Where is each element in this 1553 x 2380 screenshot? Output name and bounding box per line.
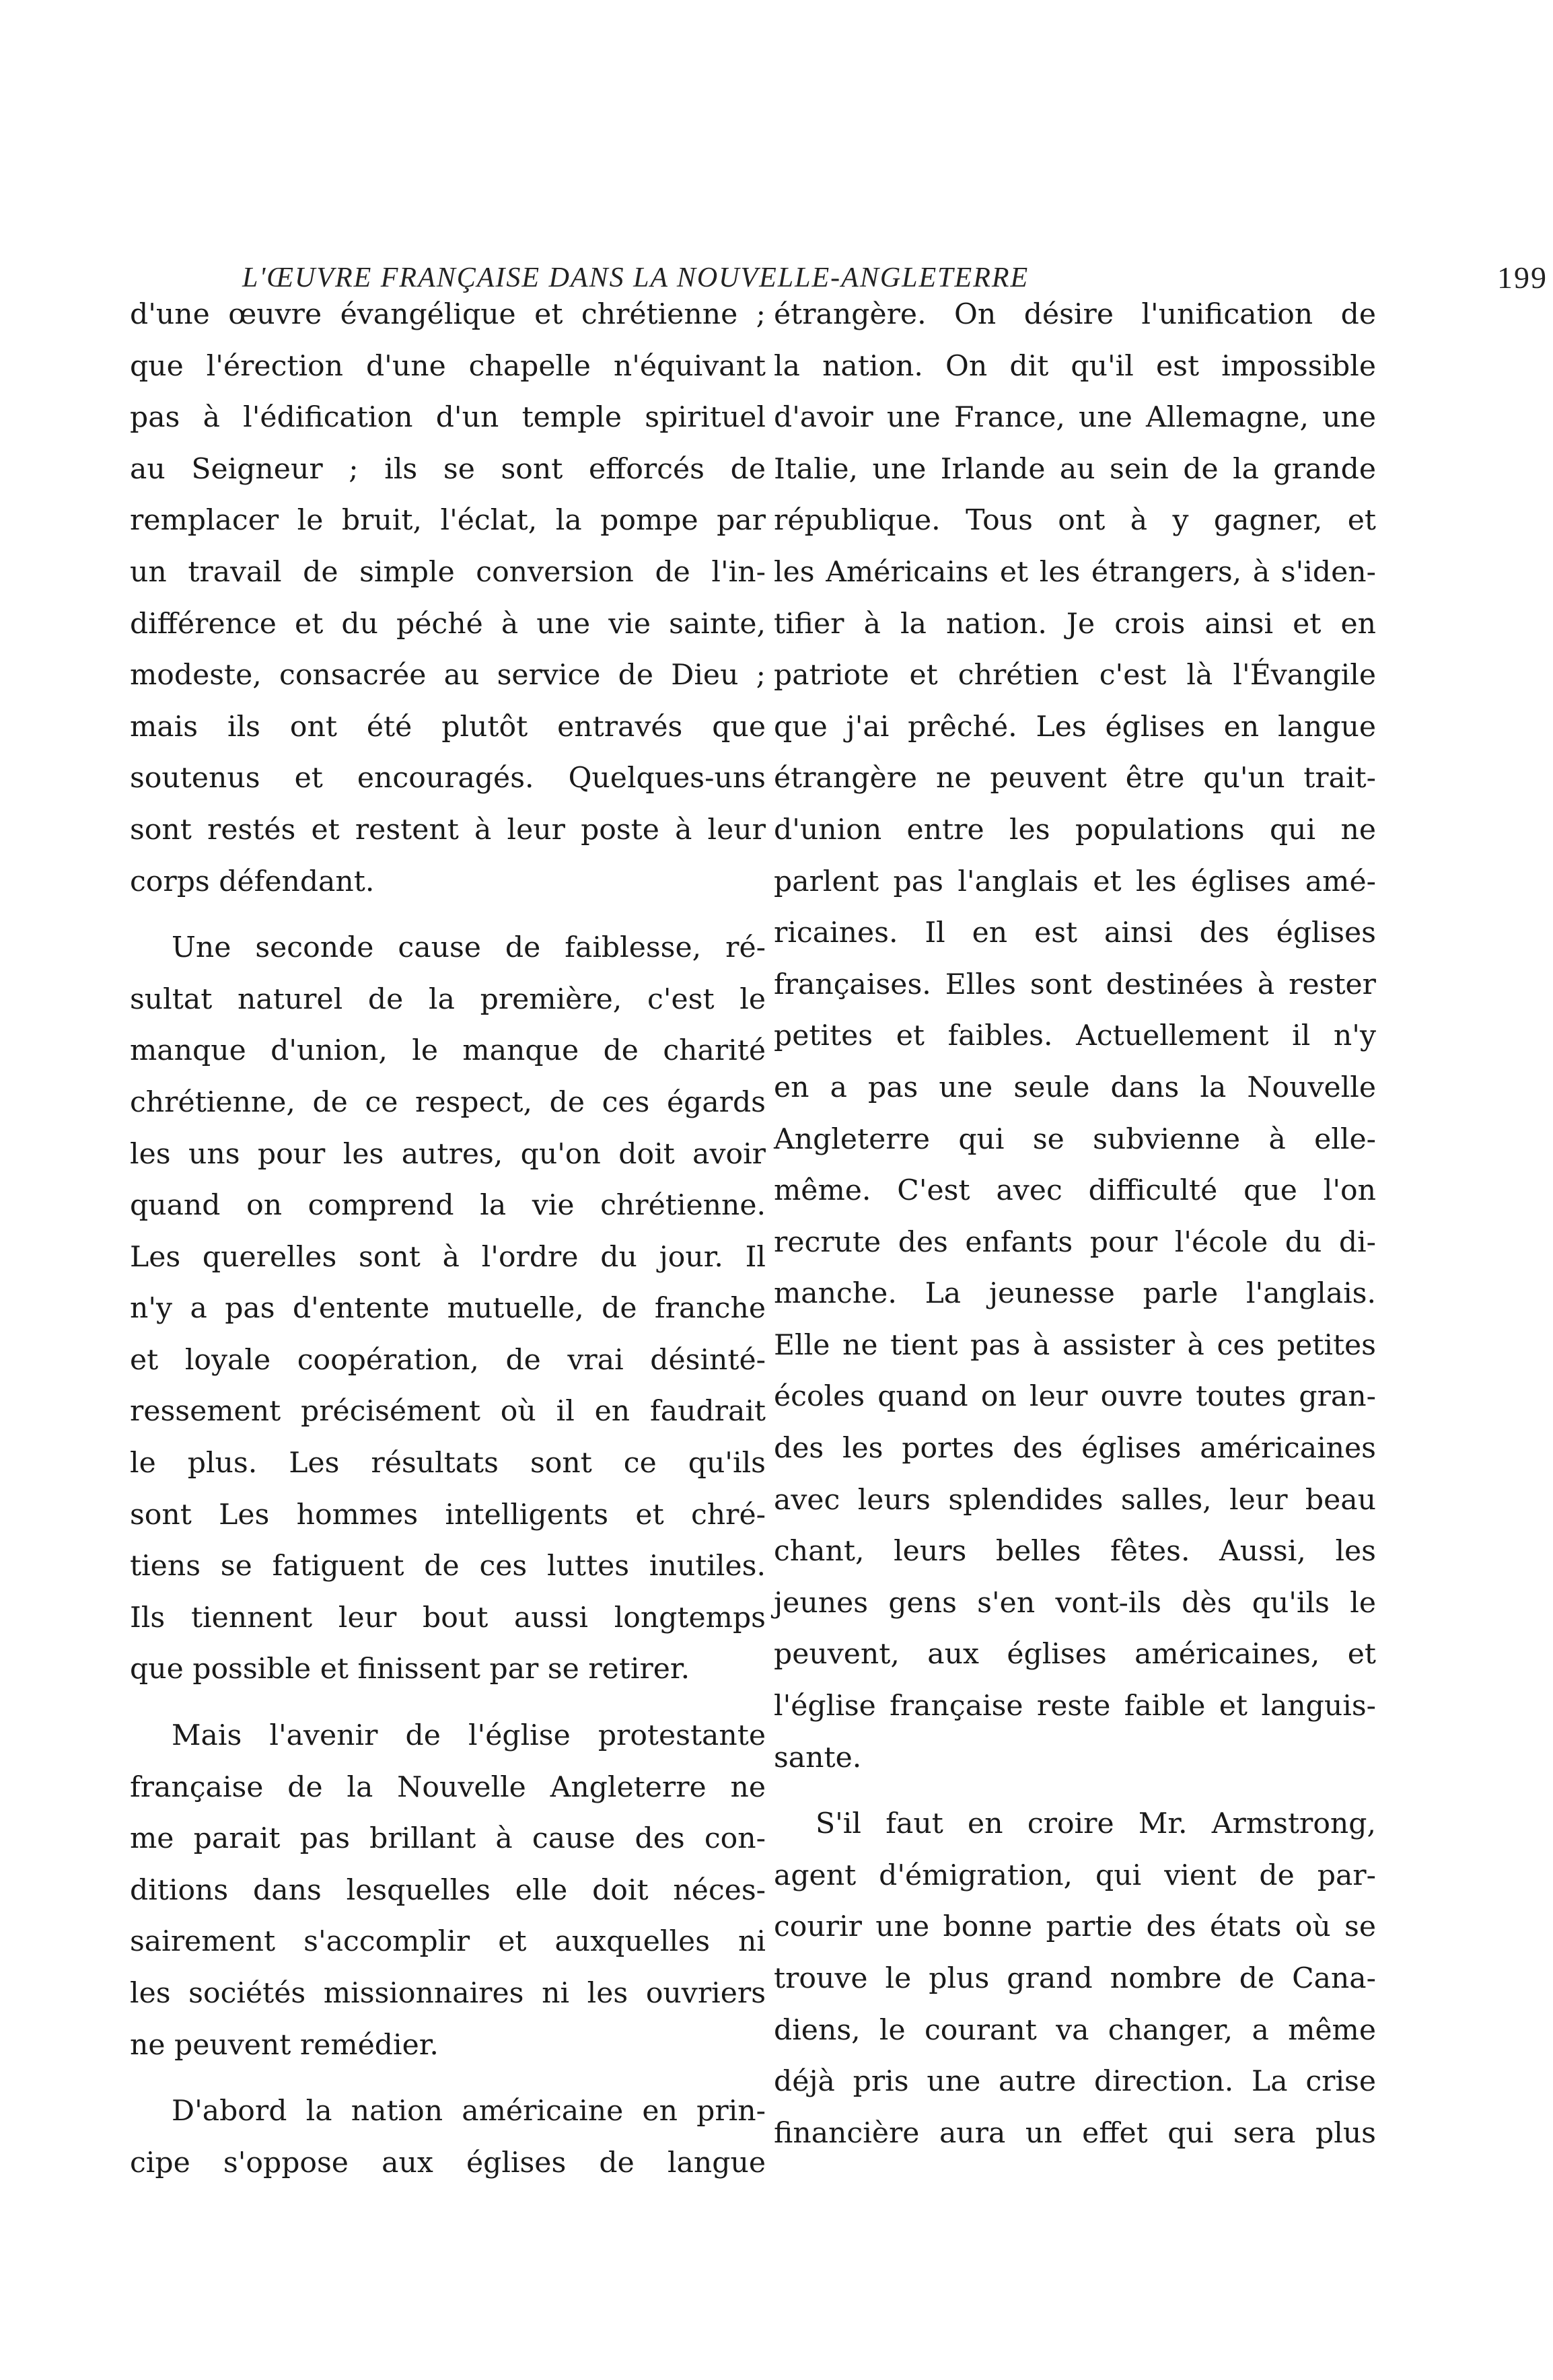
text-line: chant, leurs belles fêtes. Aussi, les: [774, 1535, 1376, 1568]
text-line: manque d'union, le manque de charité: [130, 1034, 766, 1068]
text-line: mais ils ont été plutôt entravés que: [130, 710, 766, 744]
text-line: que possible et finissent par se retirer.: [130, 1653, 690, 1686]
text-line: trouve le plus grand nombre de Cana-: [774, 1962, 1376, 1995]
text-line: modeste, consacrée au service de Dieu ;: [130, 659, 766, 692]
text-line: recrute des enfants pour l'école du di-: [774, 1225, 1376, 1259]
text-line: sont restés et restent à leur poste à leur: [130, 813, 766, 846]
text-line: remplacer le bruit, l'éclat, la pompe par: [130, 504, 766, 538]
text-line: tiens se fatiguent de ces luttes inutiles.: [130, 1550, 766, 1583]
text-line: cipe s'oppose aux églises de langue: [130, 2146, 766, 2179]
text-line: d'union entre les populations qui ne: [774, 813, 1376, 846]
text-line: me parait pas brillant à cause des con-: [130, 1822, 766, 1856]
text-line: en a pas une seule dans la Nouvelle: [774, 1071, 1376, 1104]
text-line: Une seconde cause de faiblesse, ré-: [172, 931, 766, 965]
text-line: déjà pris une autre direction. La crise: [774, 2065, 1376, 2099]
text-line: Elle ne tient pas à assister à ces petites: [774, 1328, 1376, 1362]
text-line: un travail de simple conversion de l'in-: [130, 555, 766, 589]
text-line: que j'ai prêché. Les églises en langue: [774, 710, 1376, 744]
text-line: courir une bonne partie des états où se: [774, 1910, 1376, 1944]
text-line: d'avoir une France, une Allemagne, une: [774, 401, 1376, 435]
text-line: des les portes des églises américaines: [774, 1432, 1376, 1466]
text-line: les sociétés missionnaires ni les ouvriers: [130, 1977, 766, 2010]
running-title: L'ŒUVRE FRANÇAISE DANS LA NOUVELLE-ANGLETERRE: [242, 262, 1030, 293]
text-line: Les querelles sont à l'ordre du jour. Il: [130, 1240, 766, 1274]
text-line: françaises. Elles sont destinées à rester: [774, 968, 1376, 1001]
text-line: patriote et chrétien c'est là l'Évangile: [774, 659, 1376, 692]
text-line: d'une œuvre évangélique et chrétienne ;: [130, 298, 766, 331]
right-text-column: [774, 289, 1376, 2159]
text-line: étrangère ne peuvent être qu'un trait-: [774, 762, 1376, 795]
text-line: parlent pas l'anglais et les églises amé-: [774, 865, 1376, 898]
text-line: diens, le courant va changer, a même: [774, 2013, 1376, 2047]
text-line: Mais l'avenir de l'église protestante: [172, 1719, 766, 1753]
text-line: ricaines. Il en est ainsi des églises: [774, 916, 1376, 950]
text-line: tifier à la nation. Je crois ainsi et en: [774, 607, 1376, 641]
text-line: française de la Nouvelle Angleterre ne: [130, 1770, 766, 1804]
text-line: agent d'émigration, qui vient de par-: [774, 1859, 1376, 1892]
left-text-column: [130, 289, 766, 2189]
text-line: sairement s'accomplir et auxquelles ni: [130, 1925, 766, 1959]
text-line: différence et du péché à une vie sainte,: [130, 607, 766, 641]
paragraph-gap: [130, 908, 766, 923]
text-line: écoles quand on leur ouvre toutes gran-: [774, 1380, 1376, 1414]
text-line: soutenus et encouragés. Quelques-uns: [130, 762, 766, 795]
text-line: ressement précisément où il en faudrait: [130, 1395, 766, 1429]
text-line: n'y a pas d'entente mutuelle, de franche: [130, 1292, 766, 1326]
text-line: financière aura un effet qui sera plus: [774, 2116, 1376, 2150]
text-line: sont Les hommes intelligents et chré-: [130, 1498, 766, 1531]
text-line: D'abord la nation américaine en prin-: [172, 2095, 766, 2128]
text-line: république. Tous ont à y gagner, et: [774, 504, 1376, 538]
text-line: étrangère. On désire l'unification de: [774, 298, 1376, 331]
text-line: S'il faut en croire Mr. Armstrong,: [816, 1807, 1376, 1841]
text-line: chrétienne, de ce respect, de ces égards: [130, 1085, 766, 1119]
text-line: ne peuvent remédier.: [130, 2028, 439, 2062]
text-line: au Seigneur ; ils se sont efforcés de: [130, 452, 766, 486]
text-line: sante.: [774, 1741, 862, 1774]
text-line: jeunes gens s'en vont-ils dès qu'ils le: [774, 1586, 1376, 1620]
text-line: avec leurs splendides salles, leur beau: [774, 1483, 1376, 1517]
text-line: Angleterre qui se subvienne à elle-: [774, 1122, 1376, 1156]
text-line: petites et faibles. Actuellement il n'y: [774, 1019, 1376, 1053]
text-line: même. C'est avec difficulté que l'on: [774, 1174, 1376, 1208]
text-line: ditions dans lesquelles elle doit néces-: [130, 1873, 766, 1907]
paragraph-gap: [130, 1696, 766, 1710]
page-number: 199: [1497, 260, 1548, 295]
text-line: les Américains et les étrangers, à s'iden-: [774, 555, 1376, 589]
text-line: la nation. On dit qu'il est impossible: [774, 349, 1376, 383]
text-line: les uns pour les autres, qu'on doit avoir: [130, 1137, 766, 1171]
text-line: pas à l'édification d'un temple spirituel: [130, 401, 766, 435]
text-line: le plus. Les résultats sont ce qu'ils: [130, 1447, 766, 1480]
paragraph-gap: [130, 2071, 766, 2086]
text-line: et loyale coopération, de vrai désinté-: [130, 1343, 766, 1377]
paragraph-gap: [774, 1784, 1376, 1799]
text-line: Ils tiennent leur bout aussi longtemps: [130, 1601, 766, 1634]
text-line: peuvent, aux églises américaines, et: [774, 1638, 1376, 1671]
text-line: manche. La jeunesse parle l'anglais.: [774, 1277, 1376, 1311]
text-line: corps défendant.: [130, 865, 375, 898]
text-line: que l'érection d'une chapelle n'équivant: [130, 349, 766, 383]
text-line: sultat naturel de la première, c'est le: [130, 982, 766, 1016]
text-line: Italie, une Irlande au sein de la grande: [774, 452, 1376, 486]
text-line: quand on comprend la vie chrétienne.: [130, 1189, 766, 1223]
text-line: l'église française reste faible et languis-: [774, 1690, 1376, 1723]
